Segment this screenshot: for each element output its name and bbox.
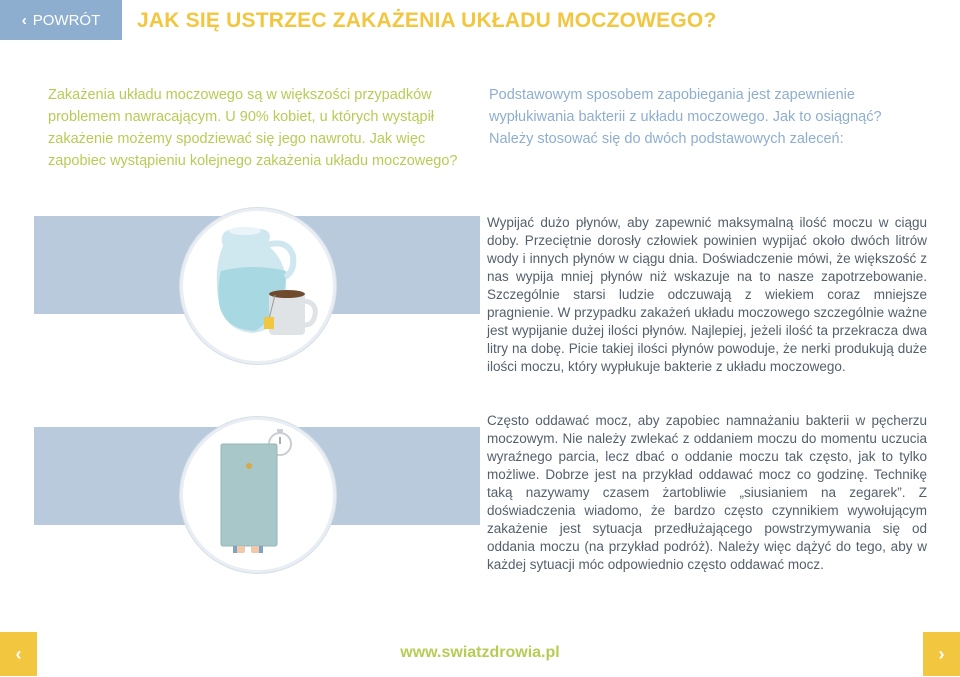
website-link[interactable]: www.swiatzdrowia.pl	[400, 644, 560, 661]
page-title: JAK SIĘ USTRZEC ZAKAŻENIA UKŁADU MOCZOWEGO?	[137, 9, 717, 32]
water-jug-and-tea-mug-icon	[180, 208, 336, 364]
chevron-left-icon: ‹	[15, 643, 22, 664]
back-button-label: POWRÓT	[32, 11, 101, 29]
next-page-button[interactable]	[923, 632, 960, 676]
back-button[interactable]	[0, 0, 122, 40]
chevron-right-icon: ›	[938, 643, 945, 664]
toilet-door-stopwatch-icon	[180, 417, 336, 573]
intro-text-right: Podstawowym sposobem zapobiegania jest zapewnienie wypłukiwania bakterii z układu moczowego. Jak to osiągnąć? Należy stosować się do dwóch podstawowych zaleceń:	[489, 87, 882, 147]
section-2-text: Często oddawać mocz, aby zapobiec namnażaniu bakterii w pęcherzu moczowym. Nie należy zwlekać z oddaniem moczu do momentu uczucia wyraźnego parcia, lecz dbać o oddanie moczu tak często, jak to tylko możliwe. Dobrze jest na przykład oddawać mocz co godzinę. Technikę taką nazywamy czasem żartobliwie „siusianiem na zegarek”. Z doświadczenia wiadomo, że bardzo często czynnikiem wywołującym zakażenie jest sytuacja przedłużającego powstrzymywania się od oddania moczu (na przykład podróż). Należy więc dążyć do tego, aby w każdej sytuacji móc odpowiednio często oddawać mocz.	[487, 413, 927, 572]
section-1-text: Wypijać dużo płynów, aby zapewnić maksymalną ilość moczu w ciągu doby. Przeciętnie dorosły człowiek powinien wypijać około dwóch litrów wody i innych płynów w ciągu dnia. Doświadczenie mówi, że większość z nas wypija mniej płynów niż wskazuje na to nasze zapotrzebowanie. Szczególnie starsi ludzie odczuwają z wiekiem coraz mniejsze pragnienie. W przypadku zakażeń układu moczowego szczególnie ważne jest wypijanie dużej ilości płynów. Najlepiej, jeżeli ilość ta przekracza dwa litry na dobę. Picie takiej ilości płynów powoduje, że nerki produkują duże ilości moczu, który wypłukuje bakterie z układu moczowego.	[487, 215, 927, 374]
chevron-left-icon: ‹	[21, 11, 27, 29]
intro-text-left: Zakażenia układu moczowego są w większości przypadków problemem nawracającym. U 90% kobiet, u których wystąpił zakażenie możemy spodziewać się jego nawrotu. Jak więc zapobiec wystąpieniu kolejnego zakażenia układu moczowego?	[48, 87, 458, 169]
